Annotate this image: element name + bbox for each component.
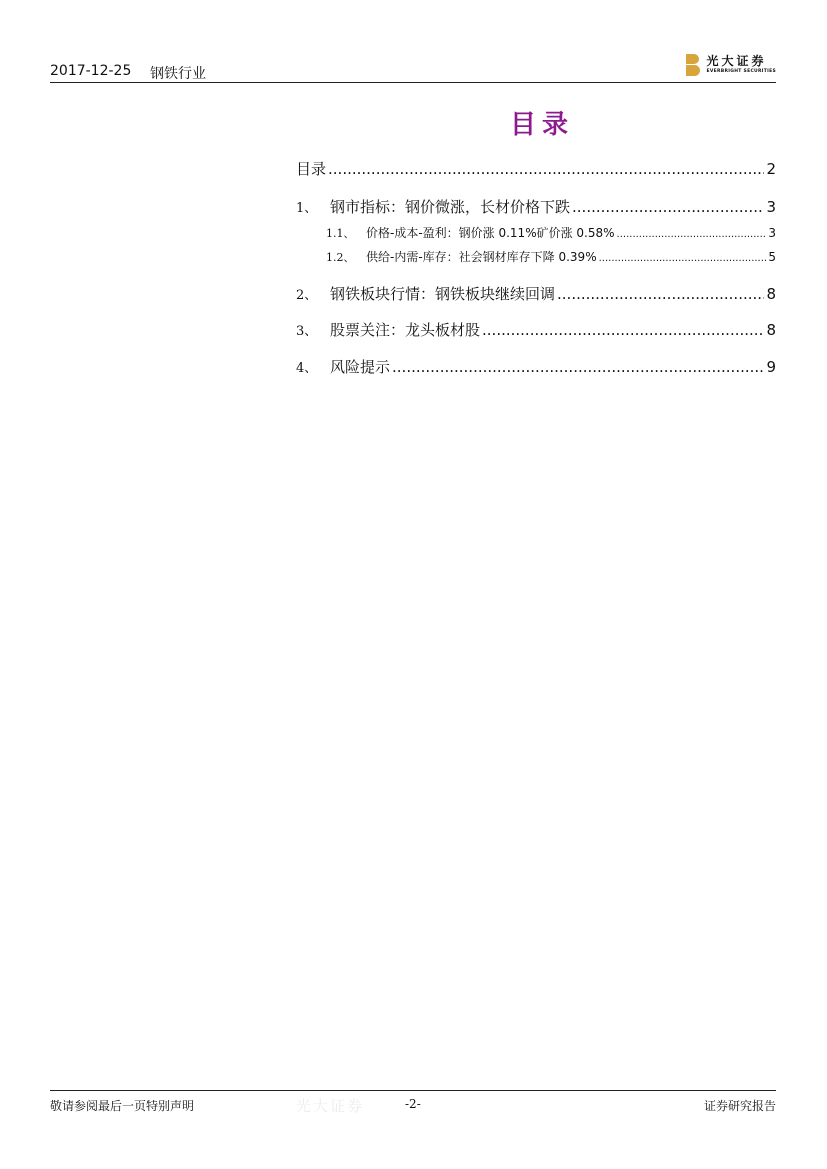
- footer-report-type: 证券研究报告: [703, 1099, 776, 1113]
- logo-english-name: EVERBRIGHT SECURITIES: [706, 69, 776, 74]
- toc-entry-number: 1.2、: [326, 251, 355, 264]
- toc-leader-dots: [617, 229, 767, 240]
- toc-entry-label: 目录: [296, 160, 327, 178]
- toc-entry-number: 1.1、: [326, 227, 355, 240]
- toc-leader-dots: [392, 358, 764, 376]
- toc-entry[interactable]: [296, 356, 776, 377]
- toc-entry[interactable]: [296, 319, 776, 340]
- toc-entry-page: 2: [766, 160, 776, 178]
- toc-entry-page: 3: [766, 198, 776, 216]
- toc-subentry[interactable]: [296, 248, 776, 265]
- logo-chinese-name: 光大证券: [706, 54, 767, 68]
- toc-entry-label: 钢铁板块行情：钢铁板块继续回调: [330, 285, 556, 303]
- toc-entry-page: 8: [766, 321, 776, 339]
- toc-entry[interactable]: [296, 196, 776, 217]
- toc-entry-label: 供给-内需-库存：社会钢材库存下降 0.39%: [366, 250, 597, 264]
- toc-entry-page: 5: [768, 250, 776, 264]
- toc-entry-label: 钢市指标：钢价微涨，长材价格下跌: [330, 198, 571, 216]
- toc-entry-label: 股票关注：龙头板材股: [330, 321, 481, 339]
- page-footer: [50, 1090, 776, 1115]
- toc-subentry[interactable]: [296, 224, 776, 241]
- footer-disclaimer: 敬请参阅最后一页特别声明: [50, 1099, 195, 1113]
- toc-entry-number: 3、: [296, 324, 318, 339]
- toc-entry-number: 4、: [296, 361, 318, 376]
- page-number: -2-: [405, 1097, 421, 1111]
- toc-entry-label: 风险提示: [330, 358, 391, 376]
- toc-entry-number: 1、: [296, 201, 318, 216]
- toc-leader-dots: [328, 160, 764, 178]
- toc-leader-dots: [599, 253, 767, 264]
- report-date: 2017-12-25: [50, 63, 132, 79]
- footer-watermark: 光大证券: [296, 1097, 365, 1115]
- report-sector: 钢铁行业: [150, 66, 206, 82]
- toc-leader-dots: [482, 321, 764, 339]
- toc-leader-dots: [572, 198, 764, 216]
- toc-title: 目录: [510, 110, 575, 140]
- toc-entry-number: 2、: [296, 288, 318, 303]
- toc-entry[interactable]: [296, 283, 776, 304]
- toc-leader-dots: [557, 285, 764, 303]
- toc-entry-label: 价格-成本-盈利：钢价涨 0.11%矿价涨 0.58%: [366, 226, 615, 240]
- toc-entry-page: 3: [768, 226, 776, 240]
- toc-entry-page: 8: [766, 285, 776, 303]
- company-logo: [686, 54, 776, 78]
- toc-entry-page: 9: [766, 358, 776, 376]
- toc-entry[interactable]: [296, 158, 776, 179]
- page-header: [50, 50, 776, 83]
- logo-mark-icon: [686, 54, 700, 76]
